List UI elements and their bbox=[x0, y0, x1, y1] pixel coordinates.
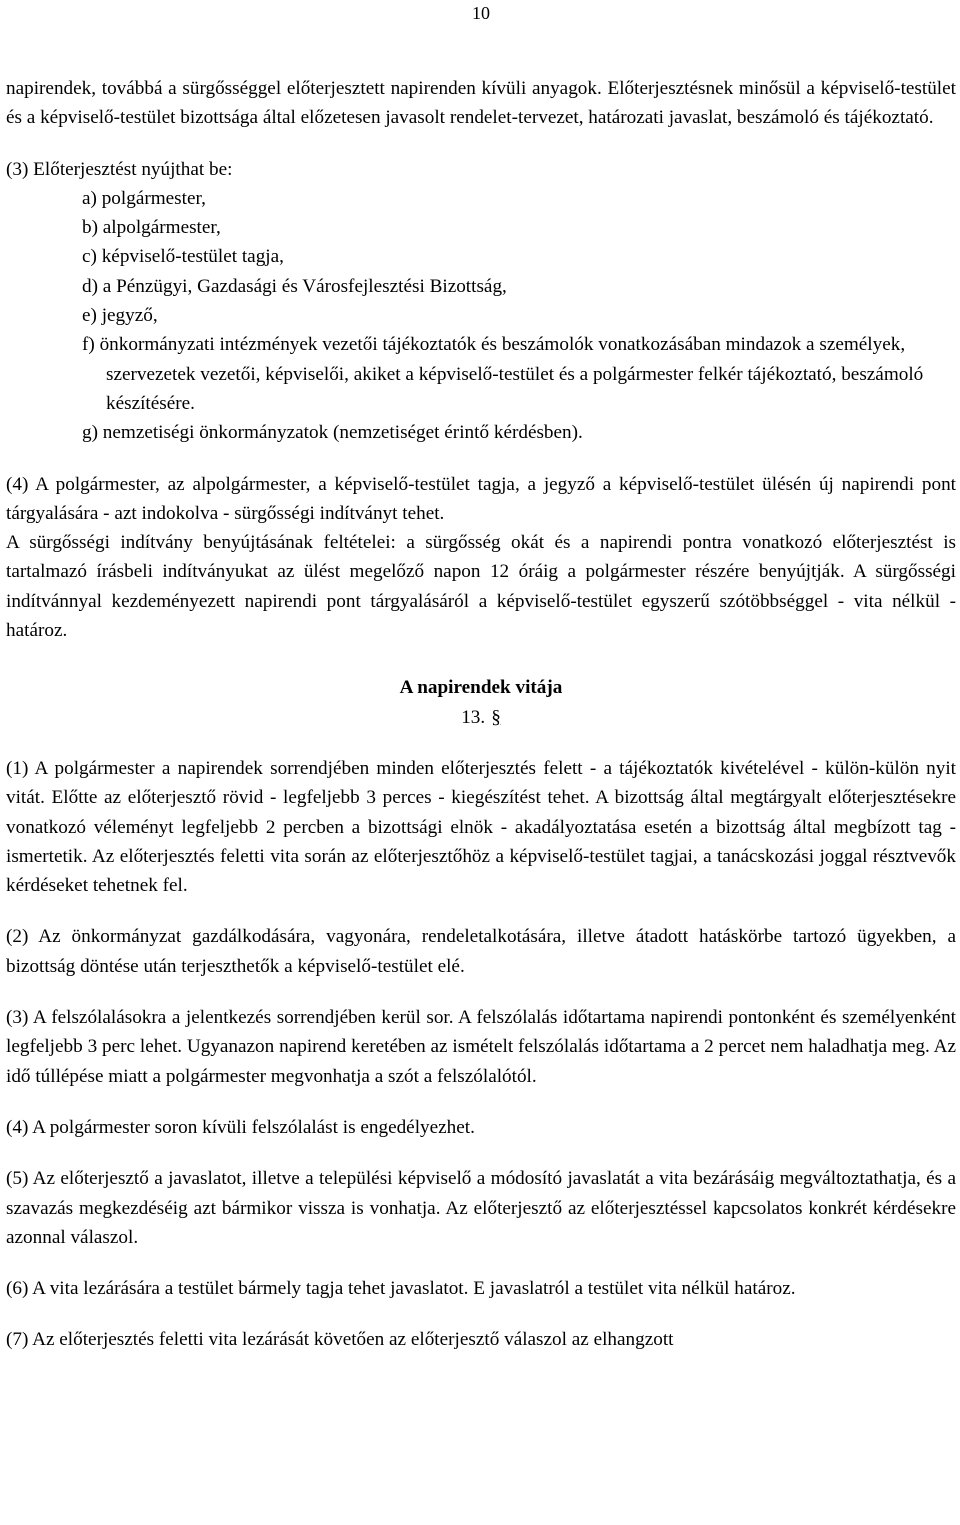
section-4-paragraph: (4) A polgármester, az alpolgármester, a képviselő-testület tagja, a jegyző a képviselő-testület ülésén új napirendi pont tárgyalására - azt indokolva - sürgősségi indítványt tehet. bbox=[6, 473, 956, 524]
paragraph-7: (7) Az előterjesztés feletti vita lezárását követően az előterjesztő válaszol az elhangzott bbox=[6, 1329, 674, 1351]
list-item-d: d) a Pénzügyi, Gazdasági és Városfejlesztési Bizottság, bbox=[82, 275, 507, 297]
paragraph-1: (1) A polgármester a napirendek sorrendjében minden előterjesztés felett - a tájékoztatók kivételével - külön-külön nyit vitát. Előtte az előterjesztő rövid - legfeljebb 3 perces - kiegészítést tehet. A bizottság által megtárgyalt előterjesztésekre vonatkozó véleményt legfeljebb 2 percben a bizottsági elnök - akadályoztatása esetén a bizottság által megbízott tag - ismertetik. Az előterjesztés feletti vita során az előterjesztőhöz a képviselő-testület tagjai, a tanácskozási joggal résztvevők kérdéseket tehetnek fel. bbox=[6, 757, 956, 897]
spacer bbox=[6, 1303, 956, 1325]
paragraph-3: (3) A felszólalásokra a jelentkezés sorrendjében kerül sor. A felszólalás időtartama napirendi pontonként és személyenként legfeljebb 3 perc lehet. Ugyanazon napirend keretében az ismételt felszólalás időtartama a 2 percet nem haladhatja meg. Az idő túllépése miatt a polgármester megvonhatja a szót a felszólalótól. bbox=[6, 1007, 956, 1087]
paragraph-6: (6) A vita lezárására a testület bármely tagja tehet javaslatot. E javaslatról a testület vita nélkül határoz. bbox=[6, 1278, 796, 1300]
page-number: 10 bbox=[472, 3, 490, 23]
spacer bbox=[6, 1142, 956, 1164]
section-symbol: § bbox=[491, 706, 501, 728]
spacer bbox=[6, 981, 956, 1003]
intro-paragraph: napirendek, továbbá a sürgősséggel előterjesztett napirenden kívüli anyagok. Előterjesztésnek minősül a képviselő-testület és a képviselő-testület bizottsága által előzetesen javasolt rendelet-tervezet, határozati javaslat, beszámoló és tájékoztató. bbox=[6, 78, 956, 129]
section-3-lead: (3) Előterjesztést nyújthat be: bbox=[6, 158, 233, 180]
paragraph-2: (2) Az önkormányzat gazdálkodására, vagyonára, rendeletalkotására, illetve átadott hatáskörbe tartozó ügyekben, a bizottság döntése után terjeszthetők a képviselő-testület elé. bbox=[6, 926, 956, 977]
paragraph-4: (4) A polgármester soron kívüli felszólalást is engedélyezhet. bbox=[6, 1116, 475, 1138]
spacer bbox=[6, 1091, 956, 1113]
spacer bbox=[6, 732, 956, 754]
document-body bbox=[6, 74, 956, 1355]
spacer bbox=[6, 1252, 956, 1274]
list-item-c: c) képviselő-testület tagja, bbox=[82, 246, 284, 268]
spacer bbox=[6, 448, 956, 470]
paragraph-5: (5) Az előterjesztő a javaslatot, illetve a települési képviselő a módosító javaslatát a vita bezárásáig megváltoztathatja, és a szavazás megkezdéséig azt bármikor vissza is vonhatja. Az előterjesztő az előterjesztéssel kapcsolatos konkrét kérdésekre azonnal válaszol. bbox=[6, 1168, 956, 1248]
submitter-list bbox=[6, 184, 956, 448]
chapter-title: A napirendek vitája bbox=[399, 677, 563, 699]
spacer bbox=[6, 133, 956, 155]
section-number-text: 13. bbox=[461, 706, 486, 728]
spacer bbox=[6, 645, 956, 673]
list-item-b: b) alpolgármester, bbox=[82, 217, 221, 239]
section-4-urgency-paragraph: A sürgősségi indítvány benyújtásának feltételei: a sürgősség okát és a napirendi pontra vonatkozó előterjesztést is tartalmazó írásbeli indítványukat az ülést megelőző napon 12 óráig a polgármester részére benyújtják. A sürgősségi indítvánnyal kezdeményezett napirendi pont tárgyalásáról a képviselő-testület egyszerű szótöbbséggel - vita nélkül - határoz. bbox=[6, 532, 956, 642]
section-number bbox=[6, 703, 956, 732]
list-item-g: g) nemzetiségi önkormányzatok (nemzetiséget érintő kérdésben). bbox=[82, 422, 583, 444]
list-item-e: e) jegyző, bbox=[82, 305, 158, 327]
list-item-f: f) önkormányzati intézmények vezetői tájékoztatók és beszámolók vonatkozásában mindazok a személyek, szervezetek vezetői, képviselői, akiket a képviselő-testület és a polgármester felkér tájékoztató, beszámoló készítésére. bbox=[82, 334, 924, 414]
spacer bbox=[6, 900, 956, 922]
list-item-a: a) polgármester, bbox=[82, 187, 206, 209]
